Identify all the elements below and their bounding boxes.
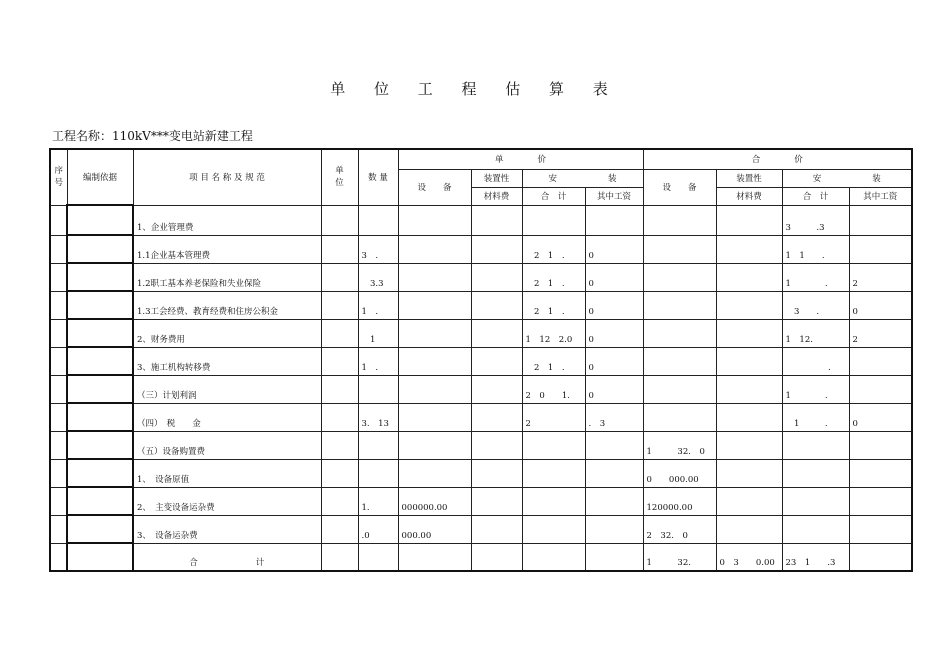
- table-row: [50, 403, 912, 431]
- header-up-install: 安 装: [522, 169, 643, 187]
- seq-cell: [50, 403, 67, 431]
- qty-cell: .0: [358, 515, 398, 543]
- unit-cell: [321, 205, 358, 235]
- basis-cell: [67, 319, 133, 347]
- basis-cell: [67, 431, 133, 459]
- header-tp-install-material: 装置性: [716, 169, 782, 187]
- item-name: 3、施工机构转移费: [133, 347, 321, 375]
- up-equip-cell: [398, 543, 471, 571]
- total-row: [50, 543, 912, 571]
- basis-cell: [67, 235, 133, 263]
- up-equip-cell: [398, 431, 471, 459]
- seq-cell: [50, 487, 67, 515]
- up-equip-cell: [398, 235, 471, 263]
- item-name: 2、 主变设备运杂费: [133, 487, 321, 515]
- up-wage-cell: [585, 205, 643, 235]
- tp-wage-cell: 0: [849, 403, 912, 431]
- up-wage-cell: 0: [585, 263, 643, 291]
- tp-sum-cell: 3 .3: [782, 205, 849, 235]
- tp-sum-cell: 1 1 .: [782, 235, 849, 263]
- header-up-wage: 其中工资: [585, 187, 643, 205]
- page-title: 单 位 工 程 估 算 表: [330, 80, 620, 98]
- up-wage-cell: [585, 459, 643, 487]
- header-seq: 序号: [50, 149, 67, 205]
- tp-wage-cell: 2: [849, 263, 912, 291]
- up-sum-cell: [522, 543, 585, 571]
- unit-cell: [321, 263, 358, 291]
- tp-equip-cell: [643, 319, 716, 347]
- tp-equip-cell: [643, 291, 716, 319]
- unit-cell: [321, 403, 358, 431]
- tp-mat-cell: [716, 515, 782, 543]
- header-tp-material: 材料费: [716, 187, 782, 205]
- up-mat-cell: [471, 543, 522, 571]
- up-equip-cell: [398, 263, 471, 291]
- qty-cell: [358, 375, 398, 403]
- up-wage-cell: [585, 543, 643, 571]
- seq-cell: [50, 515, 67, 543]
- tp-mat-cell: [716, 291, 782, 319]
- up-sum-cell: [522, 487, 585, 515]
- table-row: [50, 319, 912, 347]
- table-row: [50, 375, 912, 403]
- up-mat-cell: [471, 403, 522, 431]
- up-sum-cell: 2 1 .: [522, 235, 585, 263]
- tp-equip-cell: [643, 347, 716, 375]
- qty-cell: 1 .: [358, 291, 398, 319]
- up-equip-cell: 000.00: [398, 515, 471, 543]
- tp-wage-cell: [849, 347, 912, 375]
- seq-cell: [50, 347, 67, 375]
- up-equip-cell: [398, 205, 471, 235]
- seq-cell: [50, 431, 67, 459]
- up-wage-cell: 0: [585, 375, 643, 403]
- project-name: 工程名称：110kV***变电站新建工程: [52, 129, 253, 143]
- tp-mat-cell: [716, 431, 782, 459]
- tp-wage-cell: [849, 459, 912, 487]
- seq-cell: [50, 205, 67, 235]
- up-equip-cell: [398, 375, 471, 403]
- header-up-sum: 合 计: [522, 187, 585, 205]
- tp-sum-cell: 1 12.: [782, 319, 849, 347]
- table-row: [50, 459, 912, 487]
- unit-cell: [321, 515, 358, 543]
- unit-cell: [321, 543, 358, 571]
- up-mat-cell: [471, 487, 522, 515]
- tp-wage-cell: [849, 515, 912, 543]
- basis-cell: [67, 403, 133, 431]
- seq-cell: [50, 375, 67, 403]
- up-mat-cell: [471, 319, 522, 347]
- item-name: （五）设备购置费: [133, 431, 321, 459]
- up-sum-cell: [522, 459, 585, 487]
- qty-cell: 1 .: [358, 347, 398, 375]
- item-name: 3、 设备运杂费: [133, 515, 321, 543]
- tp-sum-cell: [782, 515, 849, 543]
- tp-wage-cell: 0: [849, 291, 912, 319]
- up-wage-cell: 0: [585, 291, 643, 319]
- tp-equip-cell: 0 000.00: [643, 459, 716, 487]
- item-name: （三）计划利润: [133, 375, 321, 403]
- qty-cell: [358, 205, 398, 235]
- tp-mat-cell: [716, 459, 782, 487]
- header-tp-sum: 合 计: [782, 187, 849, 205]
- basis-cell: [67, 347, 133, 375]
- header-up-material: 材料费: [471, 187, 522, 205]
- tp-sum-cell: 1 .: [782, 403, 849, 431]
- seq-cell: [50, 291, 67, 319]
- tp-wage-cell: [849, 487, 912, 515]
- up-mat-cell: [471, 263, 522, 291]
- tp-mat-cell: [716, 347, 782, 375]
- qty-cell: 1.: [358, 487, 398, 515]
- table-row: [50, 291, 912, 319]
- header-qty: 数 量: [358, 149, 398, 205]
- table-row: [50, 431, 912, 459]
- tp-sum-cell: [782, 459, 849, 487]
- up-equip-cell: [398, 403, 471, 431]
- tp-wage-cell: [849, 431, 912, 459]
- qty-cell: [358, 431, 398, 459]
- up-sum-cell: 2 1 .: [522, 347, 585, 375]
- unit-cell: [321, 319, 358, 347]
- qty-cell: 3 .: [358, 235, 398, 263]
- up-mat-cell: [471, 347, 522, 375]
- table-row: [50, 487, 912, 515]
- up-mat-cell: [471, 459, 522, 487]
- basis-cell: [67, 459, 133, 487]
- seq-cell: [50, 459, 67, 487]
- qty-cell: 1: [358, 319, 398, 347]
- estimate-table: [49, 148, 913, 572]
- tp-mat-cell: [716, 235, 782, 263]
- header-basis: 编制依据: [67, 149, 133, 205]
- basis-cell: [67, 263, 133, 291]
- tp-equip-cell: [643, 205, 716, 235]
- up-wage-cell: [585, 487, 643, 515]
- tp-sum-cell: 1 .: [782, 263, 849, 291]
- tp-mat-cell: [716, 205, 782, 235]
- basis-cell: [67, 515, 133, 543]
- tp-equip-cell: 1 32. 0: [643, 431, 716, 459]
- table-row: [50, 263, 912, 291]
- tp-mat-cell: [716, 403, 782, 431]
- item-name: 2、财务费用: [133, 319, 321, 347]
- header-unit-price: 单 价: [398, 149, 643, 169]
- total-tp-wage: [849, 543, 912, 571]
- up-sum-cell: 1 12 2.0: [522, 319, 585, 347]
- up-equip-cell: [398, 319, 471, 347]
- table-row: [50, 235, 912, 263]
- total-tp-mat: 0 3 0.00: [716, 543, 782, 571]
- tp-sum-cell: [782, 431, 849, 459]
- table-row: [50, 347, 912, 375]
- qty-cell: [358, 459, 398, 487]
- up-mat-cell: [471, 291, 522, 319]
- up-mat-cell: [471, 431, 522, 459]
- up-equip-cell: [398, 459, 471, 487]
- up-sum-cell: 2 0 1.: [522, 375, 585, 403]
- tp-mat-cell: [716, 375, 782, 403]
- header-tp-equipment: 设 备: [643, 169, 716, 205]
- unit-cell: [321, 487, 358, 515]
- tp-sum-cell: 1 .: [782, 375, 849, 403]
- up-sum-cell: 2: [522, 403, 585, 431]
- item-name: 1、 设备原值: [133, 459, 321, 487]
- up-sum-cell: 2 1 .: [522, 263, 585, 291]
- up-mat-cell: [471, 515, 522, 543]
- basis-cell: [67, 291, 133, 319]
- basis-cell: [67, 487, 133, 515]
- seq-cell: [50, 235, 67, 263]
- total-tp-sum: 23 1 .3: [782, 543, 849, 571]
- tp-equip-cell: 120000.00: [643, 487, 716, 515]
- header-up-install-material: 装置性: [471, 169, 522, 187]
- tp-mat-cell: [716, 263, 782, 291]
- basis-cell: [67, 543, 133, 571]
- up-sum-cell: [522, 515, 585, 543]
- up-wage-cell: [585, 431, 643, 459]
- basis-cell: [67, 375, 133, 403]
- table-row: [50, 205, 912, 235]
- up-sum-cell: [522, 205, 585, 235]
- header-up-equipment: 设 备: [398, 169, 471, 205]
- tp-wage-cell: [849, 375, 912, 403]
- seq-cell: [50, 263, 67, 291]
- header-item: 项 目 名 称 及 规 范: [133, 149, 321, 205]
- up-equip-cell: [398, 347, 471, 375]
- header-unit: 单位: [321, 149, 358, 205]
- tp-wage-cell: 2: [849, 319, 912, 347]
- tp-equip-cell: [643, 403, 716, 431]
- up-wage-cell: 0: [585, 319, 643, 347]
- qty-cell: 3. 13: [358, 403, 398, 431]
- basis-cell: [67, 205, 133, 235]
- seq-cell: [50, 543, 67, 571]
- unit-cell: [321, 459, 358, 487]
- item-name: （四） 税 金: [133, 403, 321, 431]
- tp-wage-cell: [849, 205, 912, 235]
- tp-equip-cell: [643, 235, 716, 263]
- up-wage-cell: 0: [585, 347, 643, 375]
- tp-sum-cell: [782, 487, 849, 515]
- unit-cell: [321, 347, 358, 375]
- qty-cell: [358, 543, 398, 571]
- up-mat-cell: [471, 205, 522, 235]
- up-wage-cell: 0: [585, 235, 643, 263]
- tp-mat-cell: [716, 319, 782, 347]
- unit-cell: [321, 375, 358, 403]
- tp-equip-cell: [643, 263, 716, 291]
- tp-sum-cell: 3 .: [782, 291, 849, 319]
- tp-sum-cell: .: [782, 347, 849, 375]
- qty-cell: 3.3: [358, 263, 398, 291]
- item-name: 1.3工会经费、教育经费和住房公积金: [133, 291, 321, 319]
- seq-cell: [50, 319, 67, 347]
- total-tp-equip: 1 32.: [643, 543, 716, 571]
- header-total-price: 合 价: [643, 149, 912, 169]
- up-wage-cell: [585, 515, 643, 543]
- total-label: 合 计: [133, 543, 321, 571]
- header-tp-wage: 其中工资: [849, 187, 912, 205]
- unit-cell: [321, 291, 358, 319]
- up-mat-cell: [471, 235, 522, 263]
- item-name: 1.1企业基本管理费: [133, 235, 321, 263]
- up-mat-cell: [471, 375, 522, 403]
- item-name: 1、企业管理费: [133, 205, 321, 235]
- tp-equip-cell: 2 32. 0: [643, 515, 716, 543]
- up-wage-cell: . 3: [585, 403, 643, 431]
- tp-mat-cell: [716, 487, 782, 515]
- tp-equip-cell: [643, 375, 716, 403]
- item-name: 1.2职工基本养老保险和失业保险: [133, 263, 321, 291]
- up-sum-cell: 2 1 .: [522, 291, 585, 319]
- up-equip-cell: 000000.00: [398, 487, 471, 515]
- unit-cell: [321, 431, 358, 459]
- up-sum-cell: [522, 431, 585, 459]
- tp-wage-cell: [849, 235, 912, 263]
- up-equip-cell: [398, 291, 471, 319]
- unit-cell: [321, 235, 358, 263]
- header-tp-install: 安 装: [782, 169, 912, 187]
- table-row: [50, 515, 912, 543]
